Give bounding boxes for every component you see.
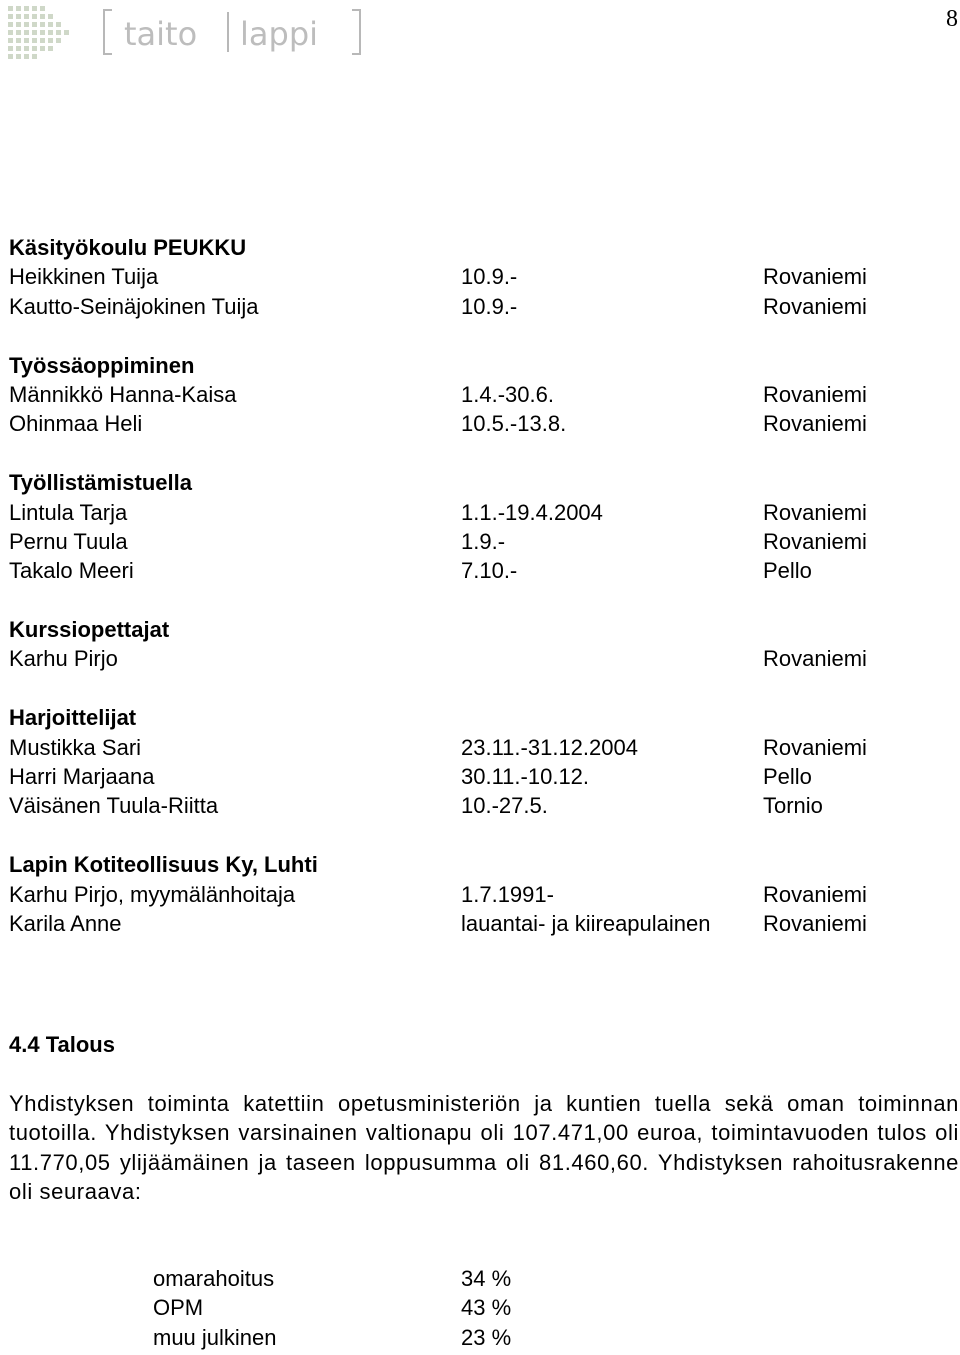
person-name: Pernu Tuula <box>9 528 128 554</box>
period: 1.4.-30.6. <box>461 381 554 407</box>
funding-value: 43 % <box>461 1295 512 1321</box>
table-row <box>9 733 959 762</box>
person-name: Mustikka Sari <box>9 734 142 760</box>
section-luhti <box>9 850 959 938</box>
section-title: Työllistämistuella <box>9 470 192 496</box>
table-row <box>9 762 959 791</box>
location: Rovaniemi <box>763 264 867 290</box>
period: 1.1.-19.4.2004 <box>461 499 603 525</box>
person-name: Takalo Meeri <box>9 558 134 584</box>
section-title: Harjoittelijat <box>9 705 137 731</box>
funding-structure-list <box>153 1264 553 1352</box>
staff-list <box>9 233 959 968</box>
list-item <box>153 1264 553 1293</box>
section-kurssiopettajat <box>9 615 959 674</box>
section-harjoittelijat <box>9 703 959 821</box>
section-title: Kurssiopettajat <box>9 617 170 643</box>
table-row <box>9 527 959 556</box>
logo-bracket-right <box>352 10 360 54</box>
period: 10.-27.5. <box>461 793 548 819</box>
finance-paragraph: Yhdistyksen toiminta katettiin opetusministeriön ja kuntien tuella sekä oman toiminnan tuotoilla. Yhdistyksen varsinainen valtionapu oli 107.471,00 euroa, toimintavuoden tulos oli 11.770,05 ylijäämäinen ja taseen loppusumma oli 81.460,60. Yhdistyksen rahoitusrakenne oli seuraava: <box>9 1091 959 1204</box>
list-item <box>153 1293 553 1322</box>
person-name: Heikkinen Tuija <box>9 264 159 290</box>
section-peukku <box>9 233 959 321</box>
section-title: Käsityökoulu PEUKKU <box>9 235 247 260</box>
location: Rovaniemi <box>763 499 867 525</box>
table-row <box>9 556 959 585</box>
location: Pello <box>763 558 812 584</box>
period: 23.11.-31.12.2004 <box>461 734 638 760</box>
location: Rovaniemi <box>763 528 867 554</box>
funding-value: 23 % <box>461 1324 512 1350</box>
table-row <box>9 380 959 409</box>
person-name: Karhu Pirjo, myymälänhoitaja <box>9 881 296 907</box>
person-name: Kautto-Seinäjokinen Tuija <box>9 293 259 319</box>
logo-dot-grid <box>8 6 69 59</box>
period: 10.9.- <box>461 293 518 319</box>
funding-label: muu julkinen <box>153 1324 277 1350</box>
list-item <box>153 1323 553 1352</box>
period: 30.11.-10.12. <box>461 764 590 790</box>
period: lauantai- ja kiireapulainen <box>461 910 711 936</box>
table-row <box>9 292 959 321</box>
table-row <box>9 644 959 673</box>
section-tyollistamistuella <box>9 468 959 586</box>
period: 1.7.1991- <box>461 881 554 907</box>
location: Rovaniemi <box>763 381 867 407</box>
person-name: Karila Anne <box>9 910 122 936</box>
table-row <box>9 909 959 938</box>
table-row <box>9 409 959 438</box>
logo-text-lappi: lappi <box>240 15 319 53</box>
table-row <box>9 498 959 527</box>
section-title: Lapin Kotiteollisuus Ky, Luhti <box>9 852 318 878</box>
section-tyossaoppiminen <box>9 351 959 439</box>
funding-label: omarahoitus <box>153 1266 275 1291</box>
finance-heading: 4.4 Talous <box>9 1032 115 1057</box>
location: Rovaniemi <box>763 881 867 907</box>
period: 1.9.- <box>461 528 506 554</box>
funding-label: OPM <box>153 1295 204 1321</box>
location: Rovaniemi <box>763 910 867 936</box>
period: 10.5.-13.8. <box>461 411 567 437</box>
logo-text-taito: taito <box>124 15 198 53</box>
location: Rovaniemi <box>763 293 867 319</box>
funding-value: 34 % <box>461 1266 512 1291</box>
person-name: Harri Marjaana <box>9 764 155 790</box>
person-name: Lintula Tarja <box>9 499 128 525</box>
person-name: Karhu Pirjo <box>9 646 118 672</box>
person-name: Männikkö Hanna-Kaisa <box>9 381 237 407</box>
location: Rovaniemi <box>763 411 867 437</box>
table-row <box>9 880 959 909</box>
person-name: Väisänen Tuula-Riitta <box>9 793 219 819</box>
location: Rovaniemi <box>763 646 867 672</box>
section-title: Työssäoppiminen <box>9 352 195 378</box>
period: 7.10.- <box>461 558 518 584</box>
location: Rovaniemi <box>763 734 867 760</box>
location: Pello <box>763 764 812 790</box>
page-number: 8 <box>946 6 958 32</box>
table-row <box>9 262 959 291</box>
taito-lappi-logo <box>6 2 366 62</box>
logo-bracket-left <box>104 10 112 54</box>
person-name: Ohinmaa Heli <box>9 411 143 437</box>
table-row <box>9 791 959 820</box>
location: Tornio <box>763 793 823 819</box>
period: 10.9.- <box>461 264 518 290</box>
